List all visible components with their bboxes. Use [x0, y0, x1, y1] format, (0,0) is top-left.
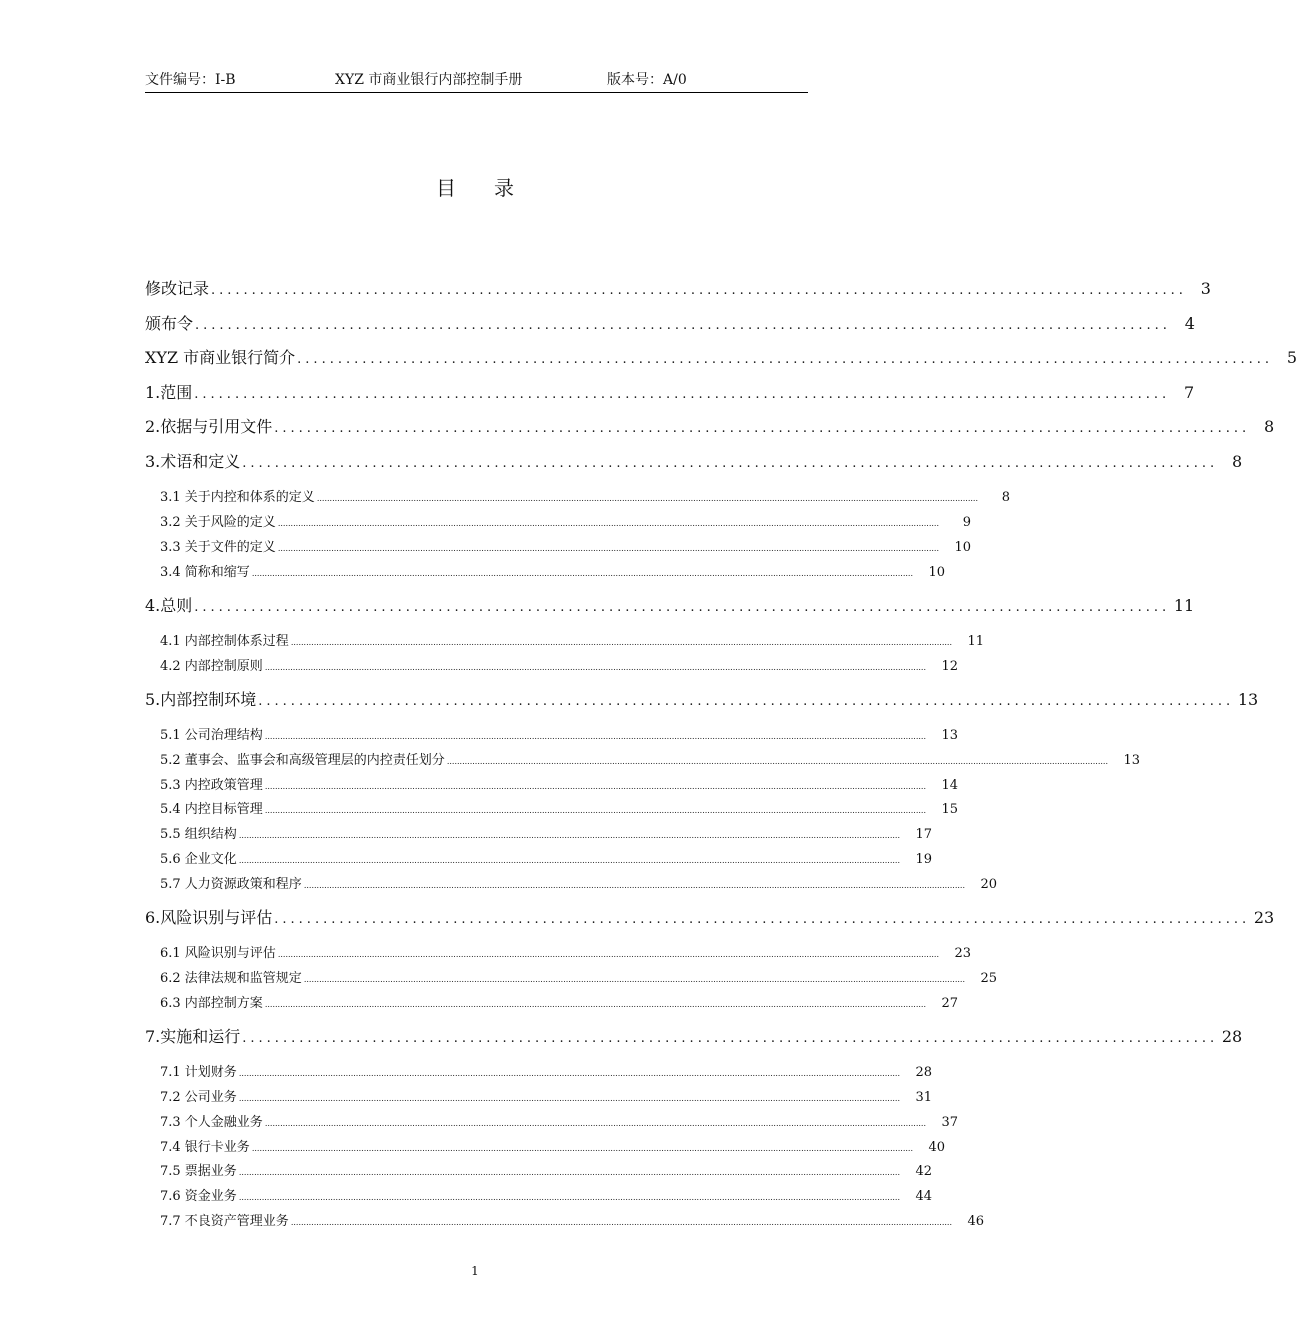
- toc-entry[interactable]: [160, 873, 997, 892]
- toc-entry[interactable]: [145, 345, 1297, 367]
- toc-entry[interactable]: [160, 967, 997, 986]
- toc-entry-label: XYZ 市商业银行简介: [145, 348, 296, 367]
- toc-entry-page: 23: [954, 946, 971, 961]
- page-number: 1: [471, 1264, 479, 1278]
- toc-entry-page: 11: [1173, 596, 1195, 615]
- toc-entry-label: 3.术语和定义: [145, 452, 241, 471]
- toc-entry-page: 8: [1263, 417, 1275, 436]
- toc-entry[interactable]: [160, 774, 958, 793]
- toc-entry-page: 44: [915, 1189, 932, 1204]
- toc-entry[interactable]: [160, 823, 932, 842]
- toc-entry-page: 42: [915, 1164, 932, 1179]
- toc-entry[interactable]: [160, 848, 932, 867]
- toc-dot-leader: ....................................................................................................................................................................................................................................................................: [251, 569, 913, 578]
- toc-entry[interactable]: [160, 724, 958, 743]
- toc-entry-label: 3.1 关于内控和体系的定义: [160, 490, 315, 505]
- toc-entry-label: 7.4 银行卡业务: [160, 1140, 250, 1155]
- toc-entry[interactable]: [145, 687, 1259, 709]
- toc-entry[interactable]: [160, 536, 971, 555]
- toc-dot-leader: ....................................................................................................................................................................................................................................................................: [277, 950, 939, 959]
- toc-entry-page: 15: [941, 802, 958, 817]
- toc-entry-page: 7: [1183, 383, 1195, 402]
- toc-entry[interactable]: [145, 380, 1195, 402]
- toc-entry-page: 28: [1221, 1027, 1243, 1046]
- toc-dot-leader: ....................................................................................................................................................................................................................................................................: [238, 1168, 900, 1177]
- toc-dot-leader: ........................................................................................................................: [211, 283, 1187, 298]
- toc-dot-leader: ....................................................................................................................................................................................................................................................................: [238, 1069, 900, 1078]
- toc-entry-page: 8: [1231, 452, 1243, 471]
- toc-entry-label: 1.范围: [145, 383, 193, 402]
- toc-entry-page: 19: [915, 852, 932, 867]
- toc-dot-leader: ....................................................................................................................................................................................................................................................................: [264, 1119, 926, 1128]
- toc-entry-label: 5.3 内控政策管理: [160, 778, 263, 793]
- toc-entry-label: 修改记录: [145, 279, 210, 298]
- toc-entry[interactable]: [145, 593, 1195, 615]
- toc-entry-label: 7.实施和运行: [145, 1027, 241, 1046]
- toc-dot-leader: ........................................................................................................................: [274, 421, 1251, 436]
- toc-entry[interactable]: [160, 749, 1140, 768]
- toc-entry-label: 5.5 组织结构: [160, 827, 237, 842]
- toc-dot-leader: ....................................................................................................................................................................................................................................................................: [290, 638, 952, 647]
- toc-entry-page: 12: [941, 659, 958, 674]
- toc-entry-label: 3.2 关于风险的定义: [160, 515, 276, 530]
- toc-entry-page: 14: [941, 778, 958, 793]
- toc-entry-label: 5.4 内控目标管理: [160, 802, 263, 817]
- toc-entry[interactable]: [145, 311, 1195, 333]
- toc-entry-page: 4: [1184, 314, 1195, 333]
- toc-entry[interactable]: [160, 630, 984, 649]
- toc-entry-page: 25: [980, 971, 997, 986]
- version-number: 版本号：A/0: [607, 72, 687, 88]
- toc-entry[interactable]: [160, 1160, 932, 1179]
- toc-entry-page: 13: [941, 728, 958, 743]
- toc-entry-label: 7.1 计划财务: [160, 1065, 237, 1080]
- toc-dot-leader: ....................................................................................................................................................................................................................................................................: [277, 544, 939, 553]
- toc-entry-page: 10: [954, 540, 971, 555]
- toc-entry-label: 5.2 董事会、监事会和高级管理层的内控责任划分: [160, 753, 445, 768]
- toc-entry-page: 27: [941, 996, 958, 1011]
- toc-dot-leader: ....................................................................................................................................................................................................................................................................: [238, 1094, 900, 1103]
- toc-entry[interactable]: [160, 486, 1010, 505]
- toc-dot-leader: ........................................................................................................................: [242, 456, 1219, 471]
- toc-entry-page: 9: [962, 515, 971, 530]
- toc-dot-leader: ........................................................................................................................: [242, 1031, 1219, 1046]
- toc-dot-leader: ....................................................................................................................................................................................................................................................................: [264, 1000, 926, 1009]
- toc-entry-label: 5.内部控制环境: [145, 690, 257, 709]
- toc-entry-page: 20: [980, 877, 997, 892]
- toc-entry[interactable]: [160, 942, 971, 961]
- toc-entry[interactable]: [160, 1136, 945, 1155]
- toc-entry[interactable]: [160, 1210, 984, 1229]
- toc-entry-page: 13: [1237, 690, 1259, 709]
- toc-entry[interactable]: [160, 1086, 932, 1105]
- toc-entry-label: 2.依据与引用文件: [145, 417, 273, 436]
- toc-dot-leader: ....................................................................................................................................................................................................................................................................: [264, 782, 926, 791]
- toc-entry-page: 11: [967, 634, 984, 649]
- toc-entry[interactable]: [145, 276, 1211, 298]
- toc-entry[interactable]: [160, 1061, 932, 1080]
- toc-entry-page: 31: [915, 1090, 932, 1105]
- toc-entry[interactable]: [160, 655, 958, 674]
- toc-entry-label: 3.4 简称和缩写: [160, 565, 250, 580]
- toc-dot-leader: ........................................................................................................................: [194, 387, 1171, 402]
- toc-dot-leader: ....................................................................................................................................................................................................................................................................: [446, 757, 1108, 766]
- toc-entry[interactable]: [145, 449, 1243, 471]
- toc-entry[interactable]: [160, 511, 971, 530]
- toc-entry-label: 3.3 关于文件的定义: [160, 540, 276, 555]
- toc-entry-page: 40: [928, 1140, 945, 1155]
- toc-entry-label: 颁布令: [145, 314, 194, 333]
- toc-dot-leader: ........................................................................................................................: [194, 600, 1171, 615]
- toc-entry-label: 5.7 人力资源政策和程序: [160, 877, 302, 892]
- document-title: XYZ 市商业银行内部控制手册: [335, 72, 523, 88]
- toc-dot-leader: ....................................................................................................................................................................................................................................................................: [238, 1193, 900, 1202]
- toc-entry-page: 37: [941, 1115, 958, 1130]
- toc-entry-label: 4.总则: [145, 596, 193, 615]
- toc-entry[interactable]: [160, 798, 958, 817]
- toc-entry[interactable]: [160, 992, 958, 1011]
- toc-entry-page: 5: [1286, 348, 1297, 367]
- toc-dot-leader: ....................................................................................................................................................................................................................................................................: [264, 806, 926, 815]
- toc-dot-leader: ....................................................................................................................................................................................................................................................................: [251, 1144, 913, 1153]
- toc-dot-leader: ....................................................................................................................................................................................................................................................................: [238, 856, 900, 865]
- toc-entry-page: 8: [1001, 490, 1010, 505]
- toc-dot-leader: ........................................................................................................................: [258, 694, 1235, 709]
- toc-entry-label: 6.1 风险识别与评估: [160, 946, 276, 961]
- toc-entry[interactable]: [145, 414, 1275, 436]
- toc-entry[interactable]: [145, 1024, 1243, 1046]
- toc-entry-label: 6.3 内部控制方案: [160, 996, 263, 1011]
- toc-entry[interactable]: [145, 905, 1275, 927]
- toc-entry-label: 7.5 票据业务: [160, 1164, 237, 1179]
- page-title: 目录: [436, 176, 552, 200]
- toc-entry-label: 7.3 个人金融业务: [160, 1115, 263, 1130]
- toc-entry[interactable]: [160, 1185, 932, 1204]
- toc-entry-page: 46: [967, 1214, 984, 1229]
- toc-entry-page: 28: [915, 1065, 932, 1080]
- toc-entry-page: 23: [1253, 908, 1275, 927]
- toc-entry-page: 13: [1123, 753, 1140, 768]
- toc-dot-leader: ........................................................................................................................: [195, 318, 1171, 333]
- toc-entry-label: 5.6 企业文化: [160, 852, 237, 867]
- toc-entry-page: 10: [928, 565, 945, 580]
- toc-entry-label: 7.7 不良资产管理业务: [160, 1214, 289, 1229]
- toc-entry-label: 7.6 资金业务: [160, 1189, 237, 1204]
- toc-dot-leader: ....................................................................................................................................................................................................................................................................: [264, 732, 926, 741]
- toc-entry-label: 7.2 公司业务: [160, 1090, 237, 1105]
- toc-dot-leader: ....................................................................................................................................................................................................................................................................: [264, 663, 926, 672]
- toc-entry[interactable]: [160, 561, 945, 580]
- toc-dot-leader: ........................................................................................................................: [297, 352, 1274, 367]
- toc-dot-leader: ....................................................................................................................................................................................................................................................................: [316, 494, 978, 503]
- document-number: 文件编号：I-B: [145, 72, 236, 88]
- toc-entry-label: 5.1 公司治理结构: [160, 728, 263, 743]
- toc-entry-label: 4.1 内部控制体系过程: [160, 634, 289, 649]
- toc-dot-leader: ....................................................................................................................................................................................................................................................................: [303, 881, 965, 890]
- toc-entry-page: 3: [1200, 279, 1211, 298]
- page-header: [145, 68, 808, 93]
- toc-entry-page: 17: [915, 827, 932, 842]
- toc-entry[interactable]: [160, 1111, 958, 1130]
- toc-dot-leader: ....................................................................................................................................................................................................................................................................: [238, 831, 900, 840]
- toc-dot-leader: ....................................................................................................................................................................................................................................................................: [277, 519, 939, 528]
- toc-entry-label: 4.2 内部控制原则: [160, 659, 263, 674]
- toc-dot-leader: ........................................................................................................................: [274, 912, 1251, 927]
- toc-dot-leader: ....................................................................................................................................................................................................................................................................: [290, 1218, 952, 1227]
- toc-entry-label: 6.2 法律法规和监管规定: [160, 971, 302, 986]
- toc-entry-label: 6.风险识别与评估: [145, 908, 273, 927]
- toc-dot-leader: ....................................................................................................................................................................................................................................................................: [303, 975, 965, 984]
